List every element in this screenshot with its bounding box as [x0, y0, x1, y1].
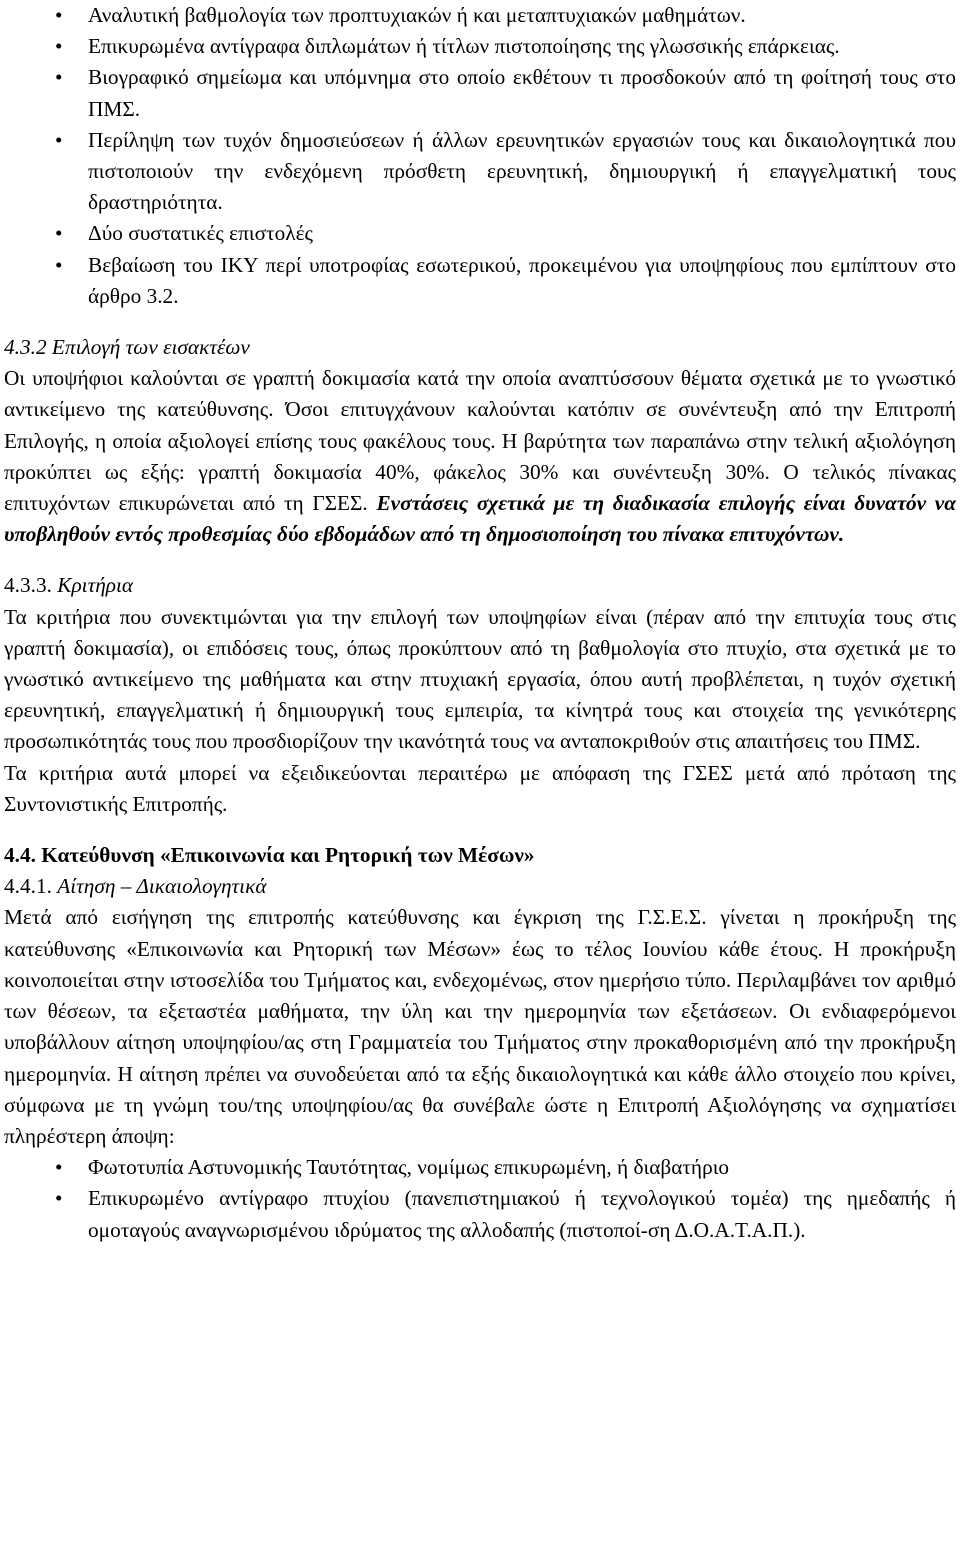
section-441-body: Μετά από εισήγηση της επιτροπής κατεύθυνσης και έγκριση της Γ.Σ.Ε.Σ. γίνεται η προκήρυξη της κατεύθυνσης «Επικοινωνία και Ρητορική των Μέσων» έως το τέλος Ιουνίου κάθε έτους. Η προκήρυξη κοινοποιείται στην ιστοσελίδα του Τμήματος και, ενδεχομένως, στον ημερήσιο τύπο. Περιλαμβάνει τον αριθμό των θέσεων, τα εξεταστέα μαθήματα, την ύλη και την ημερομηνία των εξετάσεων. Οι ενδιαφερόμενοι υποβάλλουν αίτηση υποψηφίου/ας στη Γραμματεία του Τμήματος στην προκαθορισμένη από την προκήρυξη ημερομηνία. Η αίτηση πρέπει να συνοδεύεται από τα εξής δικαιολογητικά και κάθε άλλο στοιχείο που κρίνει, σύμφωνα με τη γνώμη του/της υποψηφίου/ας θα συνέβαλε ώστε η Επιτροπή Αξιολόγησης να σχηματίσει πληρέστερη άποψη:: [4, 905, 956, 1148]
section-432-body: Οι υποψήφιοι καλούνται σε γραπτή δοκιμασία κατά την οποία αναπτύσσουν θέματα σχετικά με το γνωστικό αντικείμενο της κατεύθυνσης. Όσοι επιτυγχάνουν καλούνται κατόπιν σε συνέντευξη από την Επιτροπή Επιλογής, η οποία αξιολογεί επίσης τους φακέλους τους. Η βαρύτητα των παραπάνω στην τελική αξιολόγηση προκύπτει ως εξής: γραπτή δοκιμασία 40%, φάκελος 30% και συνέντευξη 30%. Ο τελικός πίνακας επιτυχόντων επικυρώνεται από τη ΓΣΕΣ. Ενστάσεις σχετικά με τη διαδικασία επιλογής είναι δυνατόν να υποβληθούν εντός προθεσμίας δύο εβδομάδων από τη δημοσιοποίηση του πίνακα επιτυχόντων.: [4, 366, 956, 547]
appeals-notice: Ενστάσεις σχετικά με τη διαδικασία επιλογής είναι δυνατόν να υποβληθούν εντός προθεσμίας δύο εβδομάδων από τη δημοσιοποίηση του πίνακα επιτυχόντων.: [4, 491, 956, 547]
bullet-icon: •: [55, 221, 63, 246]
list-item: • Επικυρωμένα αντίγραφα διπλωμάτων ή τίτλων πιστοποίησης της γλωσσικής επάρκειας.: [4, 31, 956, 62]
requirements-list-top: [4, 0, 956, 312]
bullet-icon: •: [55, 1155, 63, 1180]
requirements-list-bottom: [4, 1152, 956, 1246]
bullet-icon: •: [55, 65, 63, 90]
list-item: • Φωτοτυπία Αστυνομικής Ταυτότητας, νομίμως επικυρωμένη, ή διαβατήριο: [4, 1152, 956, 1183]
bullet-icon: •: [55, 252, 63, 277]
list-item: • Περίληψη των τυχόν δημοσιεύσεων ή άλλων ερευνητικών εργασιών τους και δικαιολογητικά που πιστοποιούν την ενδεχόμενη πρόσθετη ερευνητική, δημιουργική ή επαγγελματική τους δραστηριότητα.: [4, 125, 956, 219]
bullet-icon: •: [55, 1186, 63, 1211]
list-item: • Επικυρωμένο αντίγραφο πτυχίου (πανεπιστημιακού ή τεχνολογικού τομέα) της ημεδαπής ή ομοταγούς αναγνωρισμένου ιδρύματος της αλλοδαπής (πιστοποί-ση Δ.Ο.Α.Τ.Α.Π.).: [4, 1183, 956, 1245]
section-44-heading: 4.4. Κατεύθυνση «Επικοινωνία και Ρητορική των Μέσων»: [4, 843, 535, 868]
list-item: • Βεβαίωση του ΙΚΥ περί υποτροφίας εσωτερικού, προκειμένου για υποψηφίους που εμπίπτουν στο άρθρο 3.2.: [4, 250, 956, 312]
section-441-heading: 4.4.1. Αίτηση – Δικαιολογητικά: [4, 874, 267, 899]
section-433-paragraph-1: Τα κριτήρια που συνεκτιμώνται για την επιλογή των υποψηφίων είναι (πέραν από την επιτυχία τους στις γραπτή δοκιμασία), οι επιδόσεις τους, όπως προκύπτουν από τη βαθμολογία στο πτυχίο, στα σχετικά με το γνωστικό αντικείμενο της μαθήματα και στην πτυχιακή εργασία, όπου αυτή προβλέπεται, η τυχόν σχετική ερευνητική, επαγγελματική ή δημιουργική τους εμπειρία, τα κίνητρά τους και στοιχεία της γενικότερης προσωπικότητάς τους που προσδιορίζουν την ικανότητά τους να ανταποκριθούν στις απαιτήσεις του ΠΜΣ.: [4, 604, 956, 754]
list-item: • Βιογραφικό σημείωμα και υπόμνημα στο οποίο εκθέτουν τι προσδοκούν από τη φοίτησή τους στο ΠΜΣ.: [4, 62, 956, 124]
section-432-heading: 4.3.2 Επιλογή των εισακτέων: [4, 335, 250, 360]
section-433-heading: 4.3.3. Κριτήρια: [4, 573, 134, 598]
list-item: • Αναλυτική βαθμολογία των προπτυχιακών ή και μεταπτυχιακών μαθημάτων.: [4, 0, 956, 31]
bullet-icon: •: [55, 3, 63, 27]
bullet-icon: •: [55, 34, 63, 59]
section-433-paragraph-2: Τα κριτήρια αυτά μπορεί να εξειδικεύονται περαιτέρω με απόφαση της ΓΣΕΣ μετά από πρόταση της Συντονιστικής Επιτροπής.: [4, 760, 956, 816]
list-item: • Δύο συστατικές επιστολές: [4, 218, 956, 249]
bullet-icon: •: [55, 127, 63, 152]
